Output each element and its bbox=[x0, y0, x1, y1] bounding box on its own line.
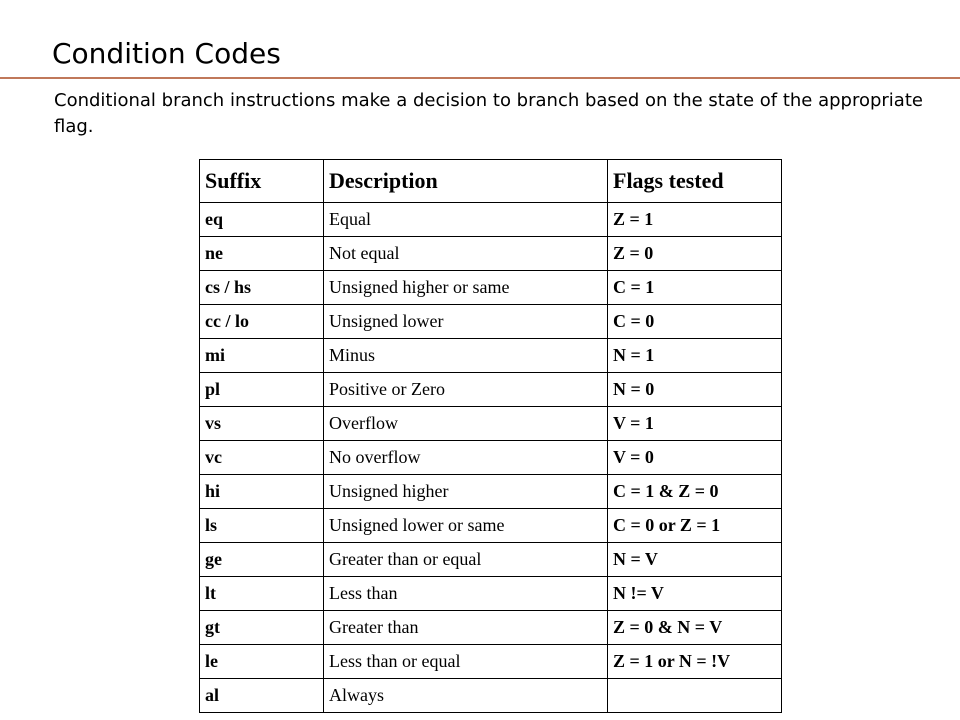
flags-cell: C = 0 or Z = 1 bbox=[608, 509, 782, 543]
suffix-cell: al bbox=[200, 679, 324, 713]
flags-cell: Z = 1 or N = !V bbox=[608, 645, 782, 679]
suffix-cell: ne bbox=[200, 237, 324, 271]
suffix-cell: cc / lo bbox=[200, 305, 324, 339]
flags-cell: N = V bbox=[608, 543, 782, 577]
suffix-cell: ge bbox=[200, 543, 324, 577]
table-row bbox=[200, 373, 782, 407]
flags-cell: Z = 1 bbox=[608, 203, 782, 237]
header-description: Description bbox=[324, 160, 608, 203]
condition-codes-table bbox=[199, 159, 782, 713]
table-row bbox=[200, 271, 782, 305]
table-row bbox=[200, 645, 782, 679]
suffix-cell: mi bbox=[200, 339, 324, 373]
description-cell: Less than or equal bbox=[324, 645, 608, 679]
table-header-row bbox=[200, 160, 782, 203]
suffix-cell: pl bbox=[200, 373, 324, 407]
flags-cell: Z = 0 bbox=[608, 237, 782, 271]
table-row bbox=[200, 679, 782, 713]
description-cell: Unsigned lower or same bbox=[324, 509, 608, 543]
description-cell: Unsigned lower bbox=[324, 305, 608, 339]
description-cell: Always bbox=[324, 679, 608, 713]
slide-title: Condition Codes bbox=[52, 37, 281, 70]
flags-cell bbox=[608, 679, 782, 713]
suffix-cell: cs / hs bbox=[200, 271, 324, 305]
description-cell: Unsigned higher bbox=[324, 475, 608, 509]
suffix-cell: vc bbox=[200, 441, 324, 475]
table-row bbox=[200, 407, 782, 441]
description-cell: Minus bbox=[324, 339, 608, 373]
table-row bbox=[200, 305, 782, 339]
description-cell: Overflow bbox=[324, 407, 608, 441]
suffix-cell: ls bbox=[200, 509, 324, 543]
suffix-cell: lt bbox=[200, 577, 324, 611]
table-row bbox=[200, 441, 782, 475]
flags-cell: C = 0 bbox=[608, 305, 782, 339]
description-cell: Less than bbox=[324, 577, 608, 611]
flags-cell: N != V bbox=[608, 577, 782, 611]
table-row bbox=[200, 543, 782, 577]
slide-body-text: Conditional branch instructions make a decision to branch based on the state of the appropriate flag. bbox=[54, 90, 923, 137]
flags-cell: N = 0 bbox=[608, 373, 782, 407]
description-cell: Greater than bbox=[324, 611, 608, 645]
flags-cell: V = 0 bbox=[608, 441, 782, 475]
header-suffix: Suffix bbox=[200, 160, 324, 203]
header-flags-tested: Flags tested bbox=[608, 160, 782, 203]
description-cell: Positive or Zero bbox=[324, 373, 608, 407]
table-row bbox=[200, 509, 782, 543]
description-cell: Unsigned higher or same bbox=[324, 271, 608, 305]
suffix-cell: vs bbox=[200, 407, 324, 441]
suffix-cell: eq bbox=[200, 203, 324, 237]
suffix-cell: gt bbox=[200, 611, 324, 645]
title-divider bbox=[0, 77, 960, 79]
flags-cell: C = 1 bbox=[608, 271, 782, 305]
flags-cell: N = 1 bbox=[608, 339, 782, 373]
flags-cell: V = 1 bbox=[608, 407, 782, 441]
table-row bbox=[200, 203, 782, 237]
description-cell: Not equal bbox=[324, 237, 608, 271]
suffix-cell: hi bbox=[200, 475, 324, 509]
flags-cell: Z = 0 & N = V bbox=[608, 611, 782, 645]
description-cell: Greater than or equal bbox=[324, 543, 608, 577]
table-row bbox=[200, 611, 782, 645]
description-cell: No overflow bbox=[324, 441, 608, 475]
suffix-cell: le bbox=[200, 645, 324, 679]
flags-cell: C = 1 & Z = 0 bbox=[608, 475, 782, 509]
table-row bbox=[200, 475, 782, 509]
description-cell: Equal bbox=[324, 203, 608, 237]
table-row bbox=[200, 237, 782, 271]
table-row bbox=[200, 339, 782, 373]
table-row bbox=[200, 577, 782, 611]
